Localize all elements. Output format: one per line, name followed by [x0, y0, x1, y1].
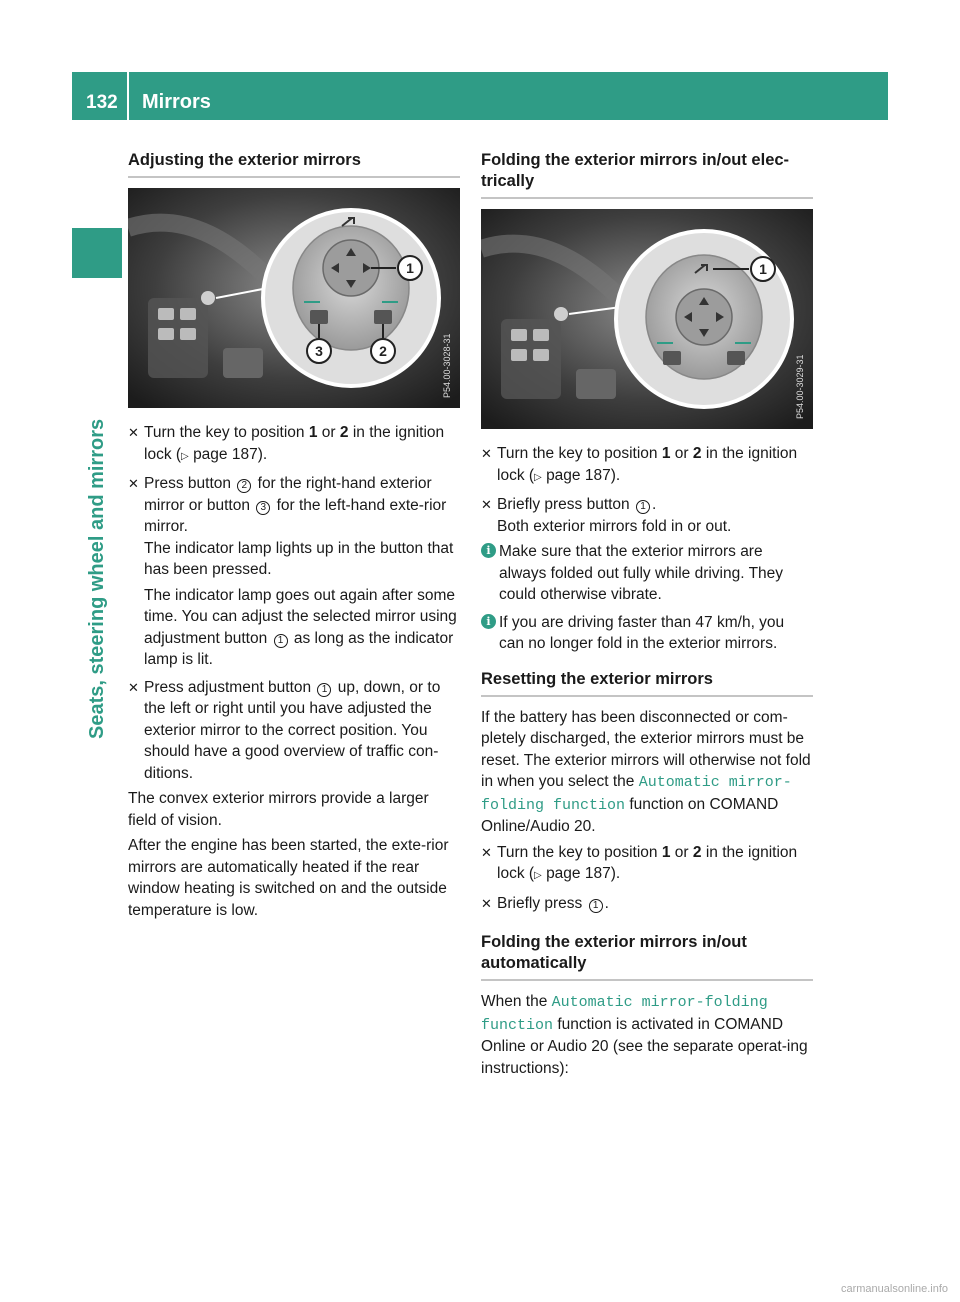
page-reference-link[interactable]: page 187). — [546, 466, 621, 484]
step-note: The indicator lamp lights up in the button that has been pressed. — [144, 539, 454, 578]
callout-1: 1 — [406, 260, 414, 276]
paragraph-reset: If the battery has been disconnected or com-pletely discharged, the exterior mirrors must be reset. The exterior mirrors will otherwise not fold in when you select the Automatic mirror-folding function function on COMAND Online/Audio 20. — [481, 708, 811, 835]
paragraph-auto-fold: When the Automatic mirror-folding function function is activated in COMAND Online or Audio 20 (see the separate operat-ing instructions): — [481, 993, 808, 1077]
chapter-side-title: Seats, steering wheel and mirrors — [86, 418, 108, 739]
step-marker: ✕ — [481, 844, 492, 860]
menu-function-name: Automatic mirror-folding function — [481, 774, 792, 814]
side-tab-marker — [72, 228, 122, 278]
page-header — [72, 72, 888, 120]
heading-rule — [481, 979, 813, 981]
page-ref-arrow-icon: ▷ — [534, 870, 542, 881]
heading-folding-automatically: Folding the exterior mirrors in/out automatically — [481, 933, 747, 972]
step-marker: ✕ — [481, 895, 492, 911]
figure-code: P54.00-3028-31 — [442, 333, 452, 398]
heading-folding-electrically: Folding the exterior mirrors in/out elec-trically — [481, 151, 790, 190]
page-ref-arrow-icon: ▷ — [534, 471, 542, 483]
figure-mirror-fold — [481, 209, 813, 429]
page-number: 132 — [86, 92, 118, 113]
callout-2: 2 — [379, 343, 387, 359]
page-ref-arrow-icon: ▷ — [181, 450, 189, 462]
page-reference-link[interactable]: page 187). — [193, 445, 268, 463]
section-title: Mirrors — [142, 91, 211, 113]
figure-mirror-adjust — [128, 188, 460, 408]
step-note: Both exterior mirrors fold in or out. — [497, 517, 732, 535]
left-column — [128, 150, 460, 924]
callout-3: 3 — [315, 343, 323, 359]
step-marker: ✕ — [128, 679, 139, 695]
info-note-speed: i If you are driving faster than 47 km/h, you can no longer fold in the exterior mirrors. — [481, 612, 813, 655]
page-reference-link[interactable]: page 187). — [546, 865, 621, 882]
info-note-vibrate: i Make sure that the exterior mirrors are always folded out fully while driving. They could otherwise vibrate. — [481, 541, 813, 606]
right-column — [481, 150, 813, 1082]
step-briefly-press: ✕ Briefly press 1 . — [481, 893, 813, 915]
step-turn-key: ✕ Turn the key to position 1 or 2 in the ignition lock (▷ page 187). — [481, 445, 798, 484]
step-adjust-mirror: ✕ Press adjustment button 1 up, down, or to the left or right until you have adjusted the exterior mirror to the correct position. You should have a good overview of traffic con-ditions. — [128, 678, 441, 782]
step-marker: ✕ — [128, 425, 139, 440]
header-divider — [127, 72, 129, 120]
callout-1: 1 — [759, 261, 767, 277]
info-icon: i — [481, 614, 496, 629]
step-turn-key: ✕ Turn the key to position 1 or 2 in the ignition lock (▷ page 187). — [481, 843, 798, 882]
step-turn-key: ✕ Turn the key to position 1 or 2 in the ignition lock (▷ page 187). — [128, 424, 445, 463]
heading-adjusting-mirrors: Adjusting the exterior mirrors — [128, 151, 361, 169]
step-marker: ✕ — [481, 497, 492, 512]
paragraph-heated-mirrors: After the engine has been started, the exte-rior mirrors are automatically heated if the rear window heating is switched on and the outside temperature is low. — [128, 837, 449, 919]
heading-rule — [128, 176, 460, 178]
heading-rule — [481, 197, 813, 199]
step-marker: ✕ — [128, 476, 139, 491]
step-marker: ✕ — [481, 446, 492, 461]
paragraph-convex-mirrors: The convex exterior mirrors provide a larger field of vision. — [128, 790, 429, 829]
watermark: carmanualsonline.info — [840, 1283, 948, 1295]
figure-code: P54.00-3029-31 — [795, 354, 805, 419]
info-icon: i — [481, 543, 496, 558]
menu-function-name: Automatic mirror-folding function — [481, 994, 768, 1034]
heading-resetting-mirrors: Resetting the exterior mirrors — [481, 669, 713, 688]
heading-rule — [481, 695, 813, 697]
step-note: The indicator lamp goes out again after some time. You can adjust the selected mirror using adjustment button 1 as long as the indicator lamp is lit. — [144, 586, 457, 668]
step-press-button: ✕ Press button 2 for the right-hand exterior mirror or button 3 for the left-hand exte-rior mirror. The indicator lamp lights up in the button that has been pressed. The indicator lamp goes out again after some time. You can adjust the selected mirror using adjustment button 1 as long as the indicator lamp is lit. — [128, 473, 460, 671]
step-press-fold-button: ✕ Briefly press button 1 . Both exterior mirrors fold in or out. — [481, 494, 813, 537]
